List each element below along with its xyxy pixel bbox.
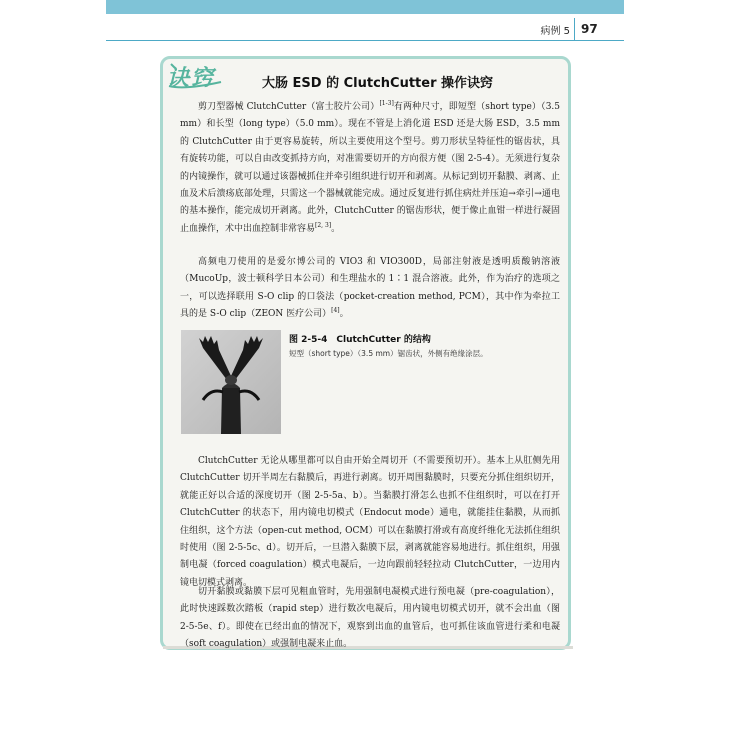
text-run: 高频电刀使用的是爱尔博公司的 VIO3 和 VIO300D，局部注射液是透明质酸钠溶液（MucoUp，波士顿科学日本公司）和生理盐水的 1∶1 混合溶液。此外，作为治疗的选项之一，可以选择联用 S-O clip 的口袋法（pocket-creation method, PCM），其中作为牵拉工具的是 S-O clip（ZEON 医疗公司） <box>180 257 560 320</box>
panel-title: 大肠 ESD 的 ClutchCutter 操作诀窍 <box>262 76 494 91</box>
figure-title: 图 2-5-4 ClutchCutter 的结构 <box>289 335 431 345</box>
paragraph-1 <box>180 99 560 238</box>
text-run: 。 <box>331 223 341 234</box>
clutchcutter-photo <box>181 330 281 434</box>
figure-note: 短型（short type）（3.5 mm）锯齿状，外侧有绝缘涂层。 <box>289 349 488 358</box>
text-run: 。 <box>339 309 349 320</box>
header-rule <box>106 40 624 41</box>
tips-logo-text: 诀窍 <box>167 66 216 91</box>
text-run: 剪刀型器械 ClutchCutter（富士胶片公司） <box>198 102 380 112</box>
paragraph-3 <box>180 453 560 592</box>
text-run: 有两种尺寸，即短型（short type）（3.5 mm）和长型（long type）（5.0 mm）。现在不管是上消化道 ESD 还是大肠 ESD，3.5 mm 的 ClutchCutter 由于更容易旋转，所以主要使用这个型号。剪刀形状呈特征性的锯齿状，具有旋转功能，可以自由改变抓持方向，对准需要切开的方向很方便（图 2-5-4）。无须进行复杂的内镜操作，就可以通过该器械抓住并牵引组织进行切开和剥离。从标记到切开黏膜、剥离、止血及术后溃疡底部处理，只需这一个器械就能完成。通过反复进行抓住病灶并压迫→牵引→通电的基本操作，能完成切开剥离。此外，ClutchCutter 的锯齿形状，便于像止血钳一样进行凝固止血操作，术中出血控制非常容易 <box>180 102 561 234</box>
citation: [4] <box>331 307 340 315</box>
page-number: 97 <box>574 18 624 40</box>
figure-caption <box>289 332 559 359</box>
citation: [2, 3] <box>315 221 332 229</box>
text-run: ClutchCutter 无论从哪里都可以自由开始全周切开（不需要预切开）。基本上从肛侧先用 ClutchCutter 切开半周左右黏膜后，再进行剥离。切开周围黏膜时，只要充分抓住组织切开，就能正好以合适的深度切开（图 2-5-5a、b）。当黏膜打滑怎么也抓不住组织时，可以在打开 ClutchCutter 的状态下，用内镜电切模式（Endocut mode）通电，就能挂住黏膜，从而抓住组织，这个方法（open-cut method, OCM）可以在黏膜打滑或有高度纤维化无法抓住组织时使用（图 2-5-5c、d）。切开后，一旦潜入黏膜下层，剥离就能容易地进行。抓住组织，用强制电凝（forced coagulation）模式电凝后，一边向跟前轻轻拉动 ClutchCutter，一边用内镜电切模式剥离。 <box>180 456 560 588</box>
paragraph-4 <box>180 584 560 654</box>
header-color-band <box>106 0 624 14</box>
text-run: 切开黏膜或黏膜下层可见粗血管时，先用强制电凝模式进行预电凝（pre-coagulation），此时快速踩数次踏板（rapid step）进行数次电凝后，用内镜电切模式切开，就不会出血（图 2-5-5e、f）。即使在已经出血的情况下，观察到出血的血管后，也可抓住该血管进行柔和电凝（soft coagulation）或强制电凝来止血。 <box>180 587 560 650</box>
paragraph-2 <box>180 254 560 324</box>
citation: [1-3] <box>379 100 394 107</box>
running-head: 病例 5 <box>540 26 570 37</box>
